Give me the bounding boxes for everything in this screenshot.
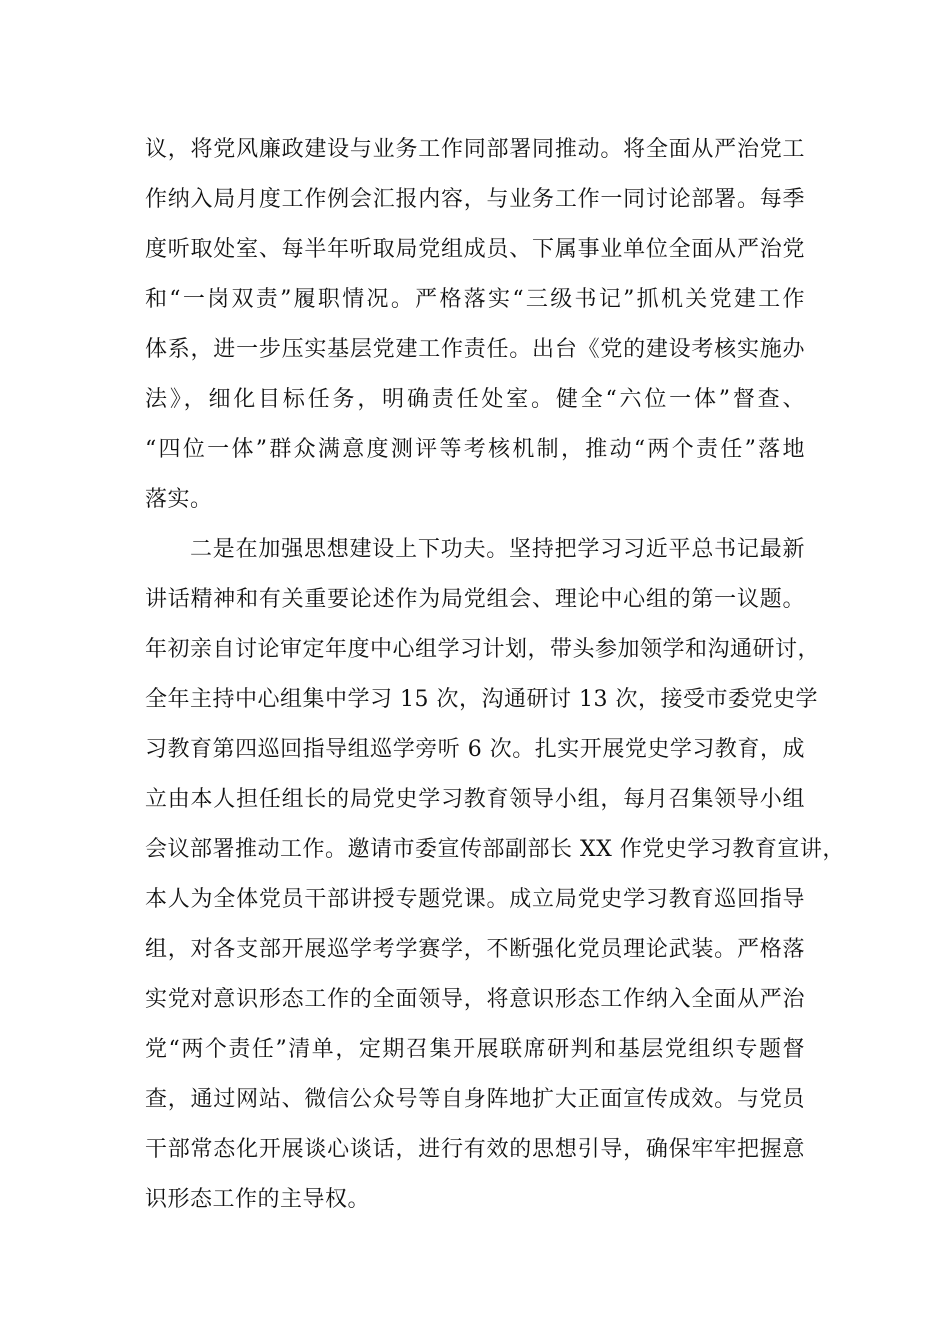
paragraph-2-line-8: 本人为全体党员干部讲授专题党课。成立局党史学习教育巡回指导	[145, 887, 805, 912]
paragraph-1-line-2: 作纳入局月度工作例会汇报内容，与业务工作一同讨论部署。每季	[145, 187, 805, 212]
paragraph-2-line-10: 实党对意识形态工作的全面领导，将意识形态工作纳入全面从严治	[145, 987, 805, 1012]
paragraph-2-line-2: 讲话精神和有关重要论述作为局党组会、理论中心组的第一议题。	[145, 587, 805, 612]
paragraph-2-line-5: 习教育第四巡回指导组巡学旁听 6 次。扎实开展党史学习教育，成	[145, 737, 805, 762]
paragraph-1-line-8: 落实。	[145, 487, 213, 512]
paragraph-2-line-1: 二是在加强思想建设上下功夫。坚持把学习习近平总书记最新	[190, 537, 805, 562]
paragraph-2-line-6: 立由本人担任组长的局党史学习教育领导小组，每月召集领导小组	[145, 787, 805, 812]
paragraph-2-line-11: 党“两个责任”清单，定期召集开展联席研判和基层党组织专题督	[145, 1037, 805, 1062]
paragraph-2-line-9: 组，对各支部开展巡学考学赛学，不断强化党员理论武装。严格落	[145, 937, 805, 962]
paragraph-1-line-3: 度听取处室、每半年听取局党组成员、下属事业单位全面从严治党	[145, 237, 805, 262]
paragraph-2-line-3: 年初亲自讨论审定年度中心组学习计划，带头参加领学和沟通研讨，	[145, 637, 821, 662]
paragraph-2-line-7: 会议部署推动工作。邀请市委宣传部副部长 XX 作党史学习教育宣讲，	[145, 837, 845, 862]
paragraph-1-line-5: 体系，进一步压实基层党建工作责任。出台《党的建设考核实施办	[145, 337, 805, 362]
paragraph-1-line-7: “四位一体”群众满意度测评等考核机制，推动“两个责任”落地	[145, 437, 805, 462]
paragraph-2-line-4: 全年主持中心组集中学习 15 次，沟通研讨 13 次，接受市委党史学	[145, 687, 818, 712]
paragraph-2-line-13: 干部常态化开展谈心谈话，进行有效的思想引导，确保牢牢把握意	[145, 1137, 805, 1162]
paragraph-1-line-6: 法》，细化目标任务，明确责任处室。健全“六位一体”督查、	[145, 387, 805, 412]
paragraph-2-line-12: 查，通过网站、微信公众号等自身阵地扩大正面宣传成效。与党员	[145, 1087, 805, 1112]
paragraph-1-line-1: 议，将党风廉政建设与业务工作同部署同推动。将全面从严治党工	[145, 137, 805, 162]
paragraph-2-line-14: 识形态工作的主导权。	[145, 1187, 371, 1212]
paragraph-1-line-4: 和“一岗双责”履职情况。严格落实“三级书记”抓机关党建工作	[145, 287, 805, 312]
